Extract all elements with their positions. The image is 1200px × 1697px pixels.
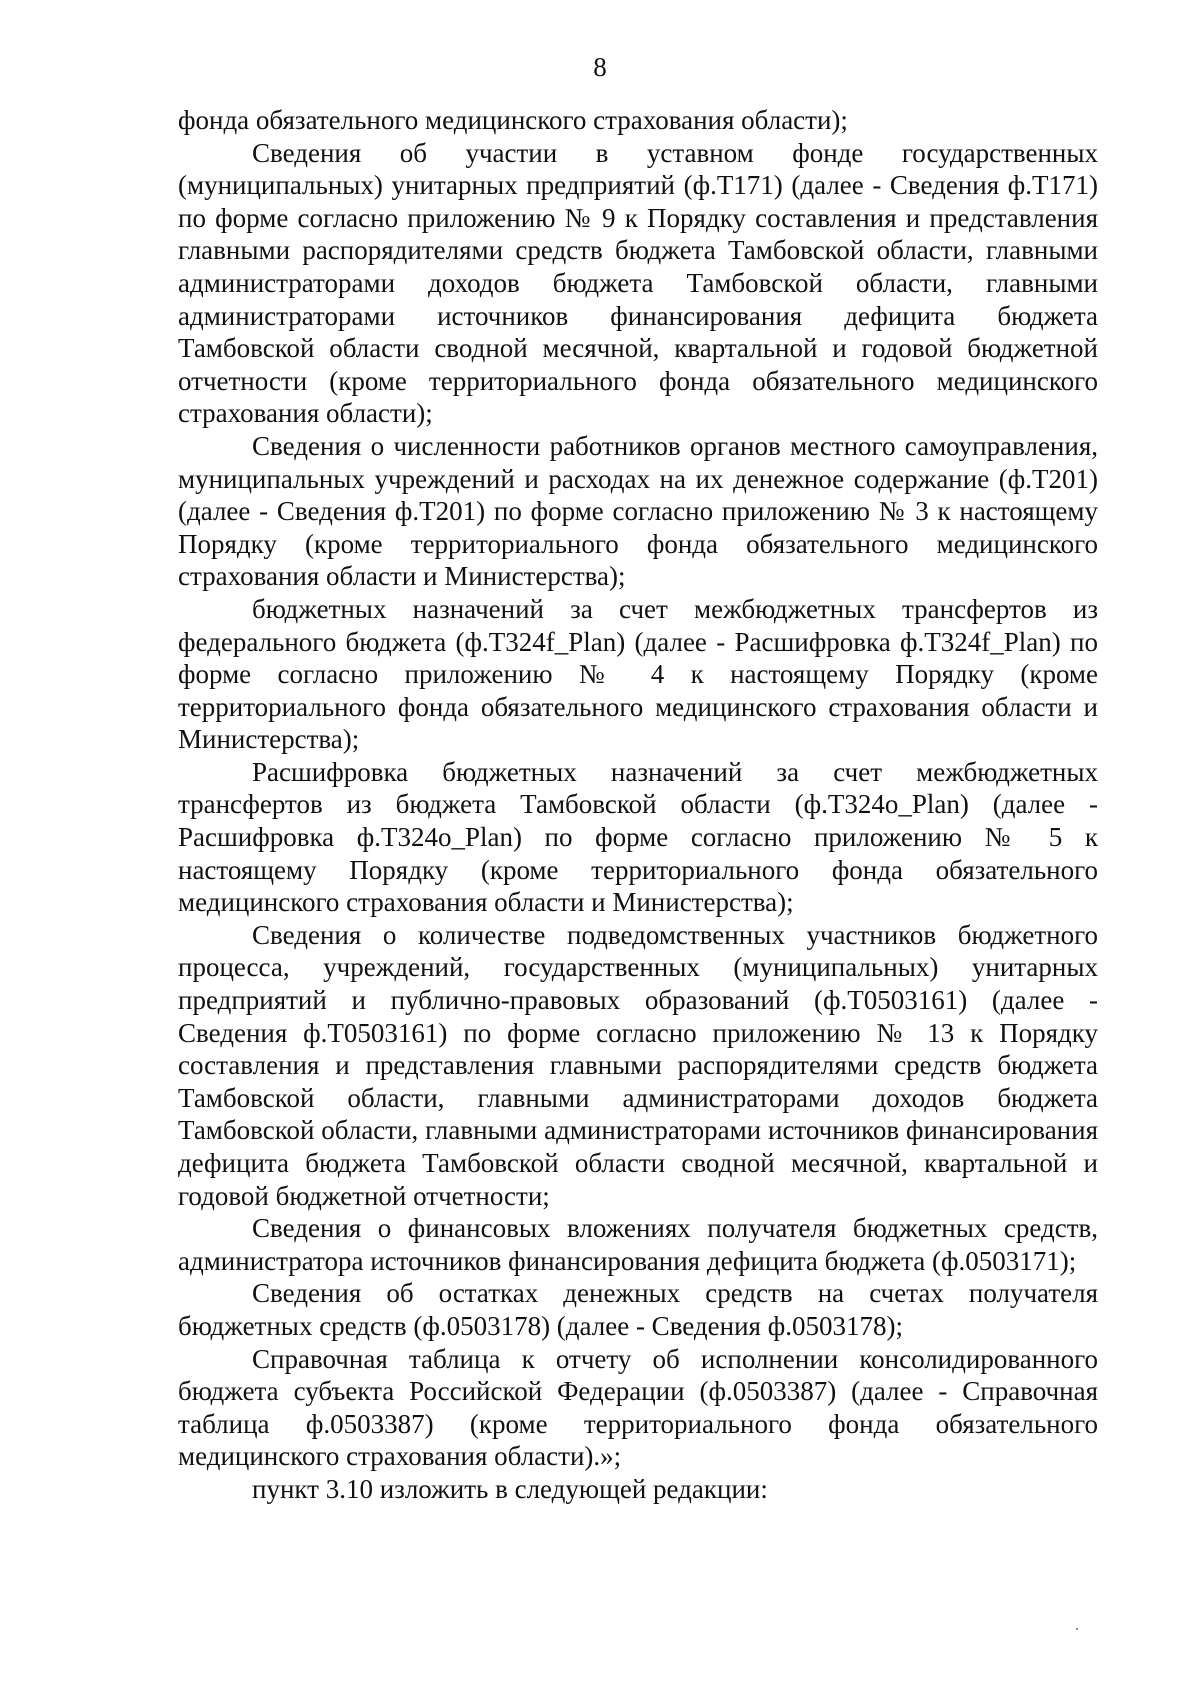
paragraph-0503178-info: Сведения об остатках денежных средств на счетах получателя бюджетных средств (ф.0503178) (далее - Сведения ф.0503178); — [178, 1278, 1098, 1341]
scan-speck — [1076, 1628, 1078, 1630]
paragraph-item-3-10: пункт 3.10 изложить в следующей редакции: — [252, 1473, 768, 1504]
paragraph-0503387-table: Справочная таблица к отчету об исполнении консолидированного бюджета субъекта Российской Федерации (ф.0503387) (далее - Справочная таблица ф.0503387) (кроме территориального фонда обязательного медицинского страхования области).»; — [178, 1343, 1098, 1472]
paragraph-continuation: фонда обязательного медицинского страхования области); — [178, 105, 848, 135]
paragraph-t201-info: Сведения о численности работников органов местного самоуправления, муниципальных учреждений и расходах на их денежное содержание (ф.Т201) (далее - Сведения ф.Т201) по форме согласно приложению № 3 к настоящему Порядку (кроме территориального фонда обязательного медицинского страхования области и Министерства); — [178, 430, 1098, 592]
document-body — [178, 104, 1098, 1506]
paragraph-t171-info: Сведения об участии в уставном фонде государственных (муниципальных) унитарных предприятий (ф.Т171) (далее - Сведения ф.Т171) по форме согласно приложению № 9 к Порядку составления и представления главными распорядителями средств бюджета Тамбовской области, главными администраторами доходов бюджета Тамбовской области, главными администраторами источников финансирования дефицита бюджета Тамбовской области сводной месячной, квартальной и годовой бюджетной отчетности (кроме территориального фонда обязательного медицинского страхования области); — [178, 137, 1098, 429]
paragraph-t0503161-info: Сведения о количестве подведомственных участников бюджетного процесса, учреждений, государственных (муниципальных) унитарных предприятий и публично-правовых образований (ф.Т0503161) (далее - Сведения ф.Т0503161) по форме согласно приложению № 13 к Порядку составления и представления главными распорядителями средств бюджета Тамбовской области, главными администраторами доходов бюджета Тамбовской области, главными администраторами источников финансирования дефицита бюджета Тамбовской области сводной месячной, квартальной и годовой бюджетной отчетности; — [178, 919, 1098, 1211]
page-number: 8 — [593, 52, 607, 82]
paragraph-0503171-info: Сведения о финансовых вложениях получателя бюджетных средств, администратора источников финансирования дефицита бюджета (ф.0503171); — [178, 1213, 1098, 1276]
paragraph-t324f-plan: бюджетных назначений за счет межбюджетных трансфертов из федерального бюджета (ф.Т324f_Plan) (далее - Расшифровка ф.Т324f_Plan) по форме согласно приложению № 4 к настоящему Порядку (кроме территориального фонда обязательного медицинского страхования области и Министерства); — [178, 593, 1098, 755]
paragraph-t324o-plan: Расшифровка бюджетных назначений за счет межбюджетных трансфертов из бюджета Тамбовской области (ф.Т324o_Plan) (далее - Расшифровка ф.Т324o_Plan) по форме согласно приложению № 5 к настоящему Порядку (кроме территориального фонда обязательного медицинского страхования области и Министерства); — [178, 756, 1098, 918]
